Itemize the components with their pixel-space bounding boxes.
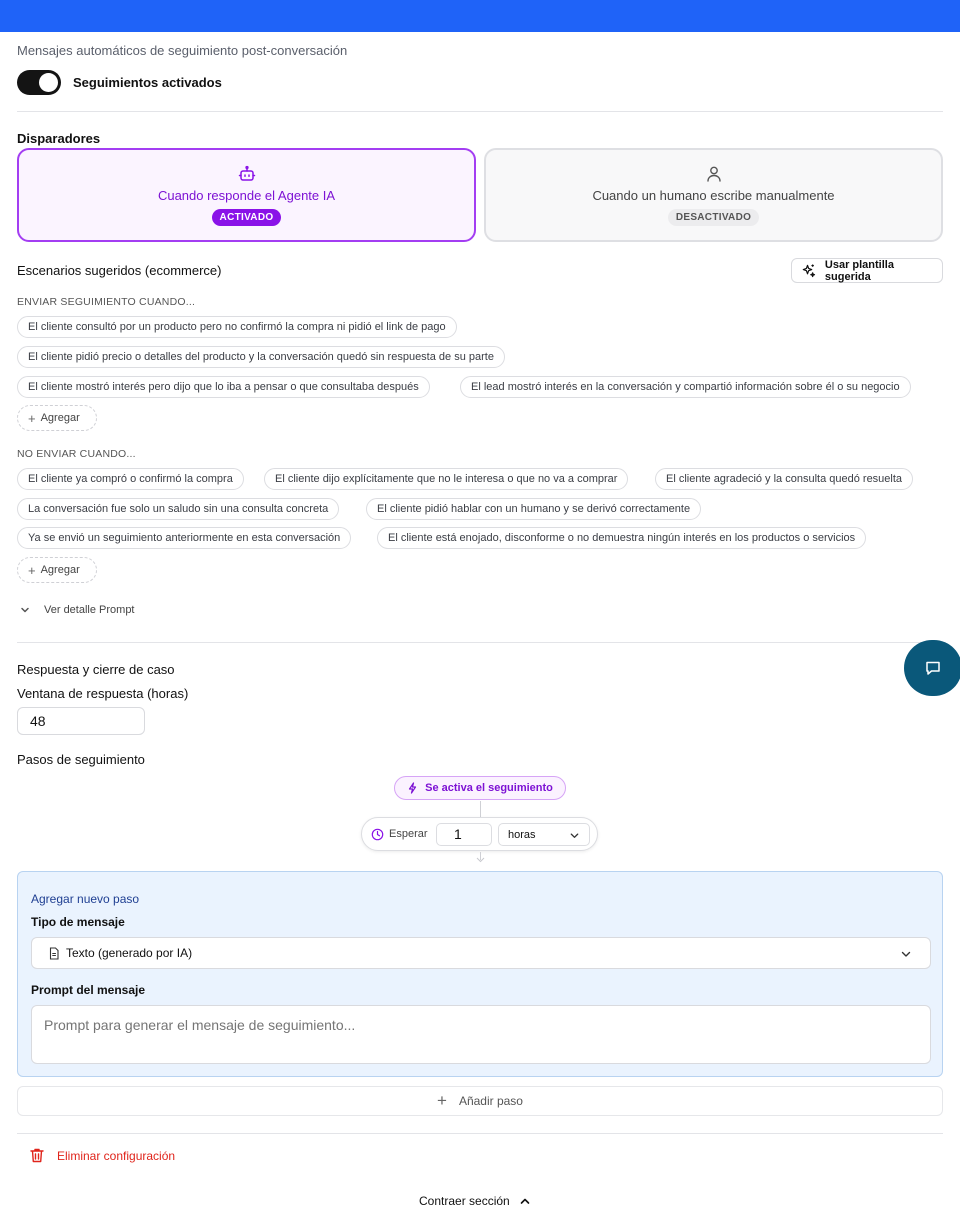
delete-config-button[interactable] [29,1147,175,1164]
chevron-down-icon [19,604,31,616]
send-heading: ENVIAR SEGUIMIENTO CUANDO... [17,296,196,308]
chat-icon [924,659,942,677]
trigger-start-label: Se activa el seguimiento [425,782,553,794]
wait-amount-input[interactable]: 1 [436,823,492,846]
arrow-down-icon [476,857,485,863]
divider [17,642,943,643]
send-scenario-chip[interactable]: El lead mostró interés en la conversación y compartió información sobre él o su negocio [460,376,911,398]
add-step-button[interactable] [17,1086,943,1116]
nosend-scenario-chip[interactable]: El cliente ya compró o confirmó la compra [17,468,244,490]
divider [17,111,943,112]
add-step-label: Añadir paso [458,1094,523,1108]
nosend-scenario-chip[interactable]: La conversación fue solo un saludo sin una consulta concreta [17,498,339,520]
wait-unit-value: horas [508,829,536,841]
new-step-panel [17,871,943,1077]
trash-icon [29,1147,45,1164]
add-send-scenario-button[interactable] [17,405,97,431]
message-type-select[interactable] [31,937,931,969]
nosend-scenario-chip[interactable]: El cliente dijo explícitamente que no le interesa o que no va a comprar [264,468,628,490]
delete-config-label: Eliminar configuración [57,1148,176,1163]
send-scenario-chip[interactable]: El cliente consultó por un producto pero no confirmó la compra ni pidió el link de pago [17,316,457,338]
collapse-label: Contraer sección [419,1194,510,1208]
clock-icon [371,828,384,841]
nosend-heading: NO ENVIAR CUANDO... [17,448,136,460]
chevron-down-icon [900,948,912,960]
plus-icon: + [28,410,36,426]
trigger-ai-label: Cuando responde el Agente IA [157,188,336,203]
top-bar [0,0,960,32]
message-prompt-textarea[interactable] [31,1005,931,1064]
chevron-down-icon [569,830,580,841]
response-title: Respuesta y cierre de caso [17,662,175,677]
nosend-scenario-chip[interactable]: El cliente agradeció y la consulta quedó resuelta [655,468,913,490]
nosend-scenario-chip[interactable]: El cliente está enojado, disconforme o no demuestra ningún interés en los productos o servicios [377,527,866,549]
view-prompt-label: Ver detalle Prompt [44,604,135,616]
message-type-label: Tipo de mensaje [31,915,125,929]
user-icon [704,164,724,184]
add-nosend-scenario-button[interactable] [17,557,97,583]
wait-unit-select[interactable] [498,823,590,846]
toggle-label: Seguimientos activados [73,75,222,90]
view-prompt-toggle[interactable] [19,604,135,616]
add-label: Agregar [40,412,80,424]
new-step-title: Agregar nuevo paso [31,892,140,906]
use-template-label: Usar plantilla sugerida [824,258,894,283]
document-icon [48,947,60,960]
lightning-icon [407,782,419,794]
trigger-ai-agent-card[interactable] [17,148,476,242]
message-prompt-label: Prompt del mensaje [31,983,146,997]
robot-icon [237,164,257,184]
trigger-human-card[interactable] [484,148,943,242]
chevron-up-icon [519,1195,531,1207]
triggers-title: Disparadores [17,131,101,146]
connector-line [480,801,481,817]
send-scenario-chip[interactable]: El cliente pidió precio o detalles del producto y la conversación quedó sin respuesta de su parte [17,346,505,368]
message-type-value: Texto (generado por IA) [66,946,193,960]
divider [17,1133,943,1134]
status-badge: ACTIVADO [212,209,282,226]
sparkles-icon [801,263,816,278]
nosend-scenario-chip[interactable]: Ya se envió un seguimiento anteriormente en esta conversación [17,527,351,549]
steps-title: Pasos de seguimiento [17,752,145,767]
wait-step [361,817,598,851]
status-badge: DESACTIVADO [668,209,759,226]
trigger-human-label: Cuando un humano escribe manualmente [592,188,835,203]
nosend-scenario-chip[interactable]: El cliente pidió hablar con un humano y se derivó correctamente [366,498,701,520]
scenarios-title: Escenarios sugeridos (ecommerce) [17,263,222,278]
chat-fab-button[interactable] [904,640,960,696]
send-scenario-chip[interactable]: El cliente mostró interés pero dijo que lo iba a pensar o que consultaba después [17,376,430,398]
toggle-knob [39,73,58,92]
add-label: Agregar [40,564,80,576]
collapse-section-button[interactable] [419,1194,531,1208]
trigger-start-pill [394,776,566,800]
plus-icon: + [28,562,36,578]
use-template-button[interactable] [791,258,943,283]
response-window-input[interactable]: 48 [17,707,145,735]
followups-toggle[interactable] [17,70,61,95]
plus-icon: + [437,1091,447,1110]
response-window-label: Ventana de respuesta (horas) [17,686,189,701]
section-subtitle: Mensajes automáticos de seguimiento post-conversación [17,43,348,58]
wait-label: Esperar [389,828,428,840]
